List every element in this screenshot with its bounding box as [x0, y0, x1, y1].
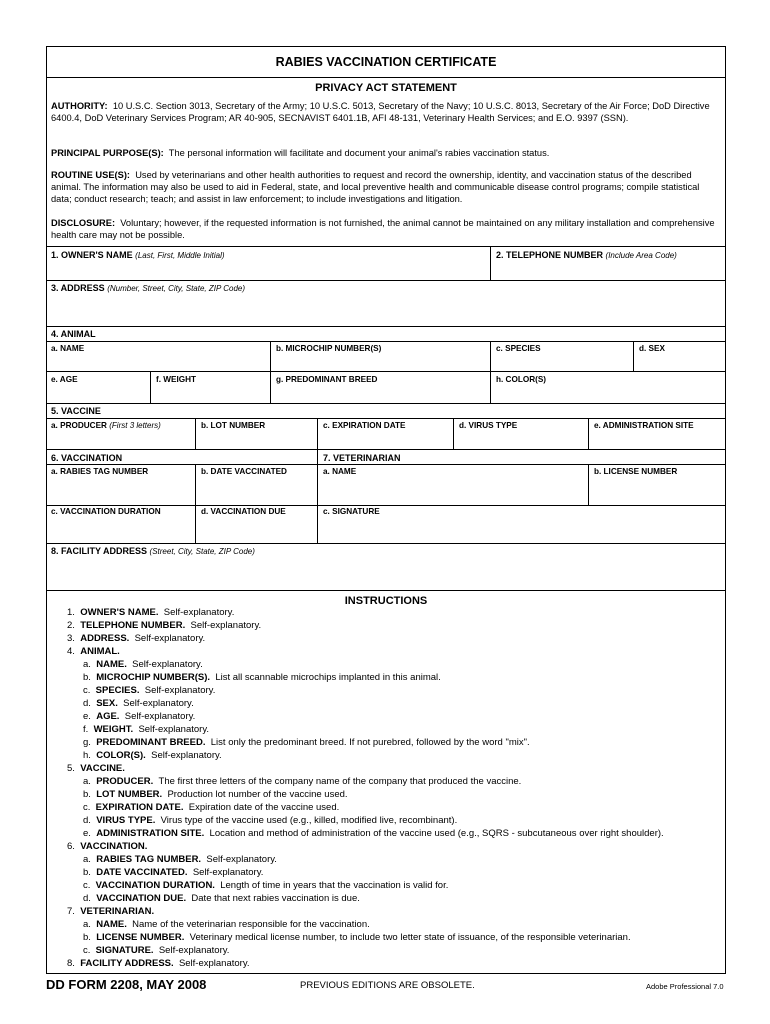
breed-field[interactable]: g. PREDOMINANT BREED [276, 375, 378, 384]
instruction-text: Self-explanatory. [158, 945, 230, 956]
divider [47, 505, 725, 506]
divider [47, 341, 725, 342]
instruction-text: Self-explanatory. [134, 633, 206, 644]
instruction-label: NAME. [96, 919, 127, 930]
address-field[interactable]: 3. ADDRESS (Number, Street, City, State, ZIP Code) [51, 283, 246, 293]
signature-field[interactable]: c. SIGNATURE [323, 507, 380, 516]
instruction-number: 8. [67, 958, 75, 969]
instruction-number: b. [83, 932, 91, 943]
rabies-tag-field[interactable]: a. RABIES TAG NUMBER [51, 467, 149, 476]
virus-type-field[interactable]: d. VIRUS TYPE [459, 421, 518, 430]
purpose-paragraph [51, 147, 719, 159]
instruction-number: d. [83, 815, 91, 826]
instruction-number: e. [83, 711, 91, 722]
certificate-form [46, 46, 726, 974]
divider [47, 418, 725, 419]
instruction-number: a. [83, 854, 91, 865]
instruction-item [67, 632, 205, 645]
veterinarian-section-label: 7. VETERINARIAN [323, 453, 401, 463]
instruction-text: Self-explanatory. [123, 698, 194, 709]
instruction-label: TELEPHONE NUMBER. [80, 620, 186, 631]
instruction-subitem [83, 827, 664, 840]
instructions-title: INSTRUCTIONS [344, 595, 428, 607]
instruction-subitem [83, 697, 194, 710]
divider [47, 246, 725, 247]
divider [47, 590, 725, 591]
divider [588, 464, 589, 505]
weight-field[interactable]: f. WEIGHT [156, 375, 197, 384]
instruction-number: b. [83, 789, 91, 800]
instruction-label: SIGNATURE. [95, 945, 154, 956]
instruction-label: MICROCHIP NUMBER(S). [96, 672, 211, 683]
instruction-label: VETERINARIAN. [80, 906, 155, 917]
divider [47, 403, 725, 404]
instruction-number: c. [83, 802, 91, 813]
instruction-label: VIRUS TYPE. [96, 815, 156, 826]
instruction-text: The first three letters of the company name of the company that produced the vaccine. [158, 776, 522, 787]
instruction-label: COLOR(S). [96, 750, 146, 761]
instruction-subitem [83, 710, 195, 723]
divider [270, 341, 271, 403]
instruction-subitem [83, 879, 448, 892]
instruction-label: LOT NUMBER. [96, 789, 163, 800]
obsolete-notice: PREVIOUS EDITIONS ARE OBSOLETE. [300, 980, 475, 991]
divider [490, 341, 491, 403]
instruction-subitem [83, 788, 348, 801]
divider [47, 326, 725, 327]
routine-paragraph [51, 169, 719, 205]
disclosure-paragraph [51, 217, 719, 241]
color-field[interactable]: h. COLOR(S) [496, 375, 547, 384]
license-number-field[interactable]: b. LICENSE NUMBER [594, 467, 678, 476]
lot-number-field[interactable]: b. LOT NUMBER [201, 421, 266, 430]
instruction-number: b. [83, 672, 91, 683]
instruction-subitem [83, 775, 521, 788]
divider [47, 449, 725, 450]
software-note: Adobe Professional 7.0 [646, 982, 724, 991]
authority-text: 10 U.S.C. Section 3013, Secretary of the Army; 10 U.S.C. 5013, Secretary of the Navy; 10 U.S.C. 8013, Secretary of the Air Force; DoD Directive 6400.4, DoD Veterinary Services Program; AR 40-905, SECNAVIST 6401.1B, AFI 48-131, Veterinary Health Services; and E.O. 9397 (SSN). [51, 101, 710, 123]
instruction-subitem [83, 944, 229, 957]
privacy-title: PRIVACY ACT STATEMENT [315, 82, 457, 94]
vet-name-field[interactable]: a. NAME [323, 467, 357, 476]
divider [490, 246, 491, 280]
instruction-label: ANIMAL. [80, 646, 120, 657]
divider [47, 464, 725, 465]
instruction-item [67, 840, 153, 853]
instruction-subitem [83, 892, 360, 905]
instruction-number: a. [83, 659, 91, 670]
instruction-text: Date that next rabies vaccination is due. [191, 893, 360, 904]
instruction-number: h. [83, 750, 91, 761]
instruction-number: f. [83, 724, 89, 735]
instruction-text: List all scannable microchips implanted in this animal. [215, 672, 441, 683]
instruction-subitem [83, 866, 263, 879]
authority-paragraph [51, 100, 719, 124]
instruction-number: b. [83, 867, 91, 878]
instruction-subitem [83, 853, 277, 866]
instruction-subitem [83, 749, 222, 762]
sex-field[interactable]: d. SEX [639, 344, 665, 353]
animal-section-label: 4. ANIMAL [51, 329, 96, 339]
divider [47, 543, 725, 544]
instruction-label: ADMINISTRATION SITE. [96, 828, 205, 839]
instruction-label: ADDRESS. [80, 633, 130, 644]
vaccination-due-field[interactable]: d. VACCINATION DUE [201, 507, 286, 516]
instruction-text: Veterinary medical license number, to include two letter state of issuance, of the responsible veterinarian. [189, 932, 631, 943]
divider [47, 280, 725, 281]
instruction-subitem [83, 931, 631, 944]
divider [195, 464, 196, 543]
divider [150, 371, 151, 403]
instruction-label: SPECIES. [95, 685, 140, 696]
instruction-number: 3. [67, 633, 75, 644]
instruction-label: VACCINATION DUE. [96, 893, 187, 904]
producer-field[interactable]: a. PRODUCER (First 3 letters) [51, 421, 161, 430]
instruction-subitem [83, 671, 441, 684]
instruction-number: d. [83, 698, 91, 709]
divider [195, 418, 196, 449]
species-field[interactable]: c. SPECIES [496, 344, 541, 353]
instruction-label: PREDOMINANT BREED. [96, 737, 206, 748]
instruction-label: WEIGHT. [93, 724, 134, 735]
instruction-text: List only the predominant breed. If not purebred, followed by the word "mix". [210, 737, 530, 748]
divider [588, 418, 589, 449]
instruction-text: Virus type of the vaccine used (e.g., killed, modified live, recombinant). [160, 815, 458, 826]
instruction-subitem [83, 801, 339, 814]
disclosure-text: Voluntary; however, if the requested information is not furnished, the animal cannot be maintained on any military installation and comprehensive health care may not be possible. [51, 218, 715, 240]
instruction-label: SEX. [96, 698, 118, 709]
instruction-label: NAME. [96, 659, 127, 670]
instruction-label: FACILITY ADDRESS. [80, 958, 174, 969]
instruction-number: g. [83, 737, 91, 748]
divider [633, 341, 634, 371]
instruction-item [67, 957, 250, 970]
instruction-item [67, 619, 261, 632]
instruction-subitem [83, 723, 209, 736]
instruction-text: Self-explanatory. [144, 685, 216, 696]
instruction-number: 2. [67, 620, 75, 631]
form-title: RABIES VACCINATION CERTIFICATE [275, 55, 497, 69]
instruction-number: c. [83, 880, 91, 891]
instruction-label: RABIES TAG NUMBER. [96, 854, 202, 865]
instruction-text: Self-explanatory. [178, 958, 250, 969]
instruction-text: Production lot number of the vaccine used. [167, 789, 348, 800]
instruction-label: OWNER'S NAME. [80, 607, 159, 618]
divider [47, 77, 725, 78]
instruction-label: DATE VACCINATED. [96, 867, 188, 878]
authority-label: AUTHORITY: [51, 101, 108, 111]
divider [47, 371, 725, 372]
instruction-number: a. [83, 919, 91, 930]
instruction-subitem [83, 658, 203, 671]
telephone-field[interactable]: 2. TELEPHONE NUMBER (Include Area Code) [496, 250, 677, 260]
instruction-text: Self-explanatory. [132, 659, 203, 670]
purpose-label: PRINCIPAL PURPOSE(S): [51, 148, 164, 158]
instruction-text: Self-explanatory. [138, 724, 210, 735]
vaccination-section-label: 6. VACCINATION [51, 453, 123, 463]
instruction-label: LICENSE NUMBER. [96, 932, 185, 943]
animal-name-field[interactable]: a. NAME [51, 344, 85, 353]
instruction-text: Self-explanatory. [124, 711, 196, 722]
vaccine-section-label: 5. VACCINE [51, 406, 101, 416]
vaccination-duration-field[interactable]: c. VACCINATION DURATION [51, 507, 161, 516]
facility-address-field[interactable]: 8. FACILITY ADDRESS (Street, City, State, ZIP Code) [51, 546, 255, 556]
instruction-text: Name of the veterinarian responsible for the vaccination. [132, 919, 370, 930]
instruction-subitem [83, 918, 370, 931]
instruction-subitem [83, 814, 457, 827]
instruction-number: 7. [67, 906, 75, 917]
instruction-number: c. [83, 945, 91, 956]
instruction-number: c. [83, 685, 91, 696]
age-field[interactable]: e. AGE [51, 375, 78, 384]
instruction-text: Self-explanatory. [206, 854, 277, 865]
divider [317, 418, 318, 449]
instruction-label: VACCINATION DURATION. [95, 880, 215, 891]
instruction-subitem [83, 684, 215, 697]
instruction-item [67, 645, 125, 658]
instruction-number: e. [83, 828, 91, 839]
instruction-text: Self-explanatory. [151, 750, 222, 761]
disclosure-label: DISCLOSURE: [51, 218, 116, 228]
instruction-label: EXPIRATION DATE. [95, 802, 184, 813]
instruction-number: a. [83, 776, 91, 787]
instruction-label: AGE. [96, 711, 120, 722]
date-vaccinated-field[interactable]: b. DATE VACCINATED [201, 467, 287, 476]
microchip-field[interactable]: b. MICROCHIP NUMBER(S) [276, 344, 382, 353]
instruction-item [67, 606, 234, 619]
instruction-number: d. [83, 893, 91, 904]
instruction-label: PRODUCER. [96, 776, 154, 787]
instruction-text: Self-explanatory. [163, 607, 235, 618]
instruction-subitem [83, 736, 530, 749]
instruction-number: 5. [67, 763, 75, 774]
instruction-label: VACCINATION. [80, 841, 148, 852]
form-id: DD FORM 2208, MAY 2008 [46, 977, 207, 992]
instruction-text: Length of time in years that the vaccination is valid for. [220, 880, 449, 891]
instruction-item [67, 905, 159, 918]
instruction-label: VACCINE. [80, 763, 125, 774]
administration-site-field[interactable]: e. ADMINISTRATION SITE [594, 421, 694, 430]
instruction-text: Self-explanatory. [192, 867, 264, 878]
routine-label: ROUTINE USE(S): [51, 170, 131, 180]
divider [453, 418, 454, 449]
instruction-number: 4. [67, 646, 75, 657]
instruction-text: Location and method of administration of the vaccine used (e.g., SQRS - subcutaneous over right shoulder). [209, 828, 664, 839]
instruction-number: 6. [67, 841, 75, 852]
instruction-number: 1. [67, 607, 75, 618]
purpose-text: The personal information will facilitate and document your animal's rabies vaccination status. [168, 148, 550, 158]
owner-name-field[interactable]: 1. OWNER'S NAME (Last, First, Middle Initial) [51, 250, 225, 260]
routine-text: Used by veterinarians and other health authorities to request and record the ownership, identity, and vaccination status of the described animal. The information may also be used to aid in Federal, state, and local preventive health and communicable disease control programs; compile statistical data; conduct research; teach; and assist in law enforcement; to include investigations and litigation. [51, 170, 700, 204]
instruction-text: Expiration date of the vaccine used. [188, 802, 340, 813]
instruction-text: Self-explanatory. [190, 620, 262, 631]
instruction-item [67, 762, 130, 775]
expiration-date-field[interactable]: c. EXPIRATION DATE [323, 421, 406, 430]
